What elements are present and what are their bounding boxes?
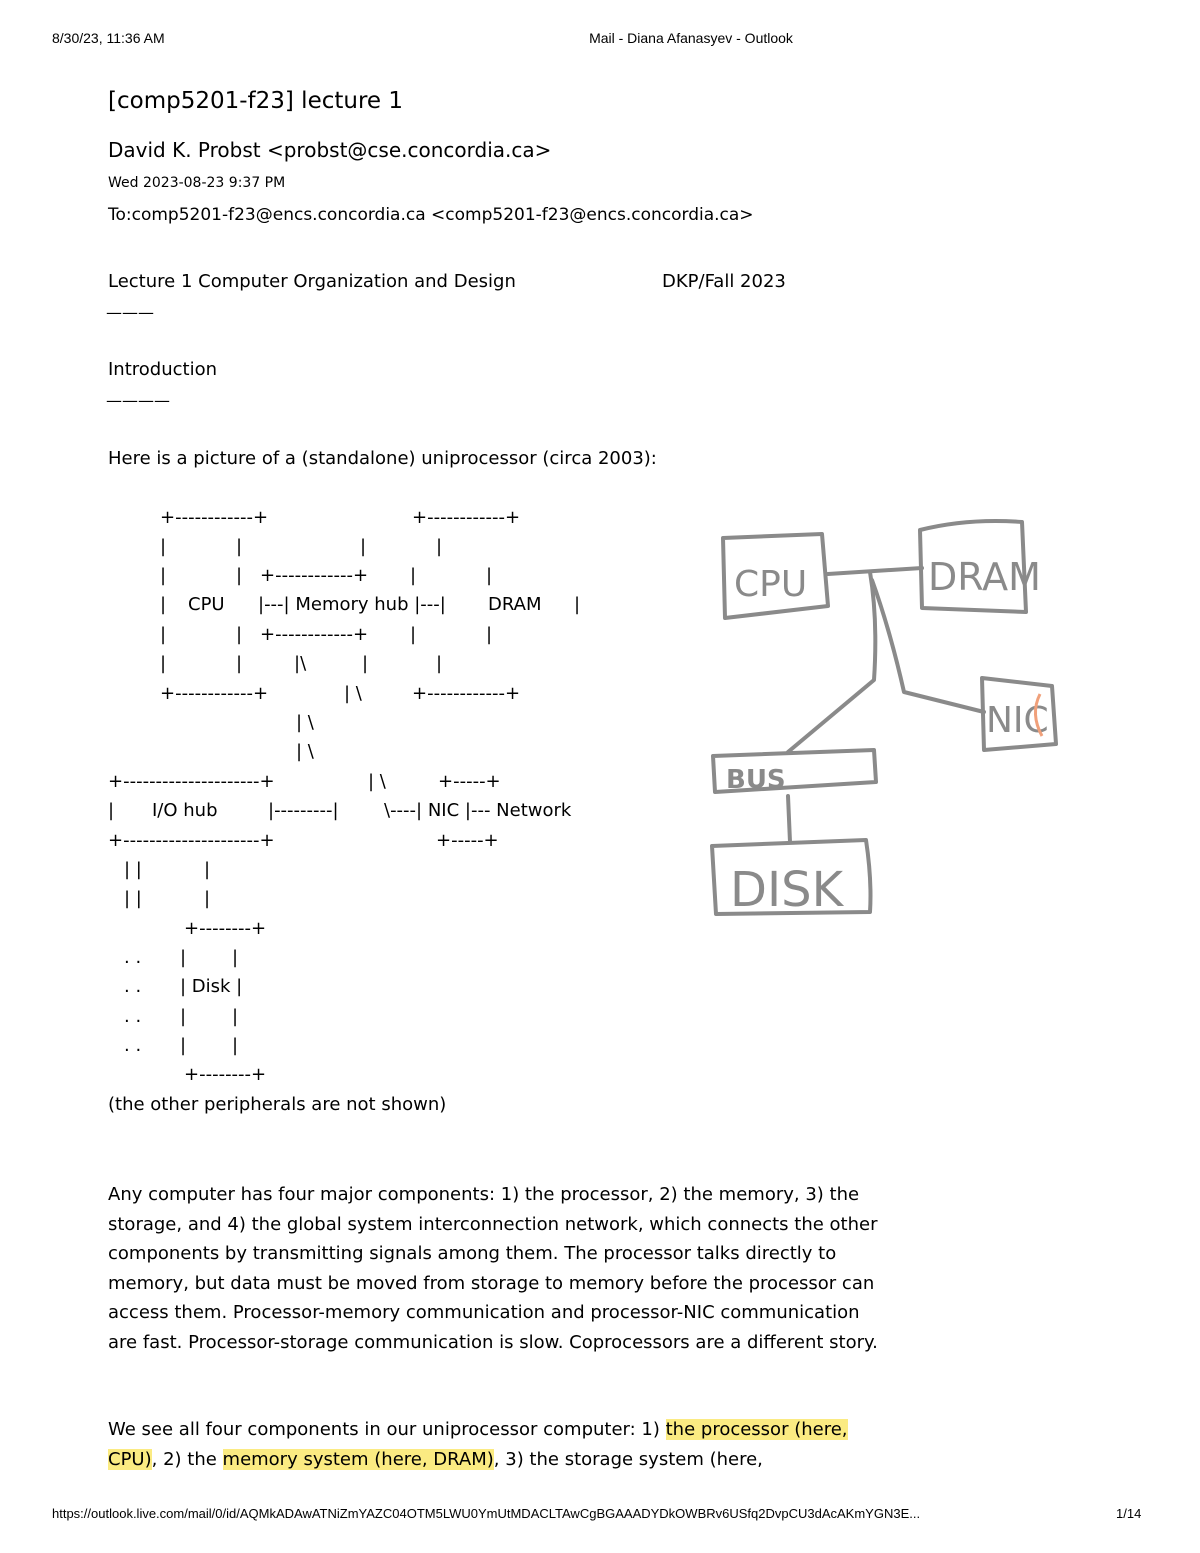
ascii-fragment: | xyxy=(236,565,243,586)
ascii-fragment: | xyxy=(160,565,167,586)
ascii-fragment: | Disk | xyxy=(180,976,243,997)
ascii-fragment: +-----+ xyxy=(436,830,499,851)
ascii-fragment: | xyxy=(108,800,115,821)
divider: ———— xyxy=(106,391,170,410)
ascii-fragment: | xyxy=(486,565,493,586)
ascii-fragment: | xyxy=(410,624,417,645)
paragraph-four-components xyxy=(108,1415,888,1474)
ascii-fragment: I/O hub xyxy=(152,800,218,821)
ascii-fragment: | xyxy=(360,536,367,557)
intro-sentence: Here is a picture of a (standalone) uniprocessor (circa 2003): xyxy=(108,448,657,469)
page-number: 1/14 xyxy=(1116,1506,1142,1521)
ascii-fragment: | xyxy=(232,1035,239,1056)
lecture-title: Lecture 1 Computer Organization and Design xyxy=(108,271,516,292)
ascii-fragment: |---| Memory hub |---| xyxy=(258,594,446,615)
ascii-fragment: +------------+ xyxy=(260,624,369,645)
email-subject: [comp5201-f23] lecture 1 xyxy=(108,88,404,114)
ascii-fragment: +------------+ xyxy=(412,683,521,704)
paragraph-text: , 2) the xyxy=(151,1448,223,1470)
ascii-fragment: | \ xyxy=(368,771,386,792)
ascii-fragment: | \ xyxy=(344,683,362,704)
ascii-fragment: | xyxy=(232,1006,239,1027)
ascii-fragment: | xyxy=(180,1035,187,1056)
paragraph-text: , 3) the storage system (here, xyxy=(493,1448,763,1470)
ascii-fragment: | xyxy=(160,624,167,645)
ascii-fragment: | xyxy=(236,653,243,674)
ascii-fragment: | xyxy=(160,653,167,674)
ascii-fragment: | | xyxy=(124,888,142,909)
cpu-label: CPU xyxy=(734,564,808,605)
ascii-fragment: |\ xyxy=(294,653,307,674)
highlighted-text: the processor (here, CPU) xyxy=(108,1419,848,1470)
disk-label: DISK xyxy=(730,862,844,918)
ascii-fragment: | xyxy=(180,947,187,968)
highlighted-text: memory system (here, DRAM) xyxy=(222,1448,494,1470)
ascii-fragment: . . xyxy=(124,976,142,997)
ascii-fragment: | \ xyxy=(296,741,314,762)
paragraph-text: We see all four components in our uniprocessor computer: 1) xyxy=(108,1419,666,1440)
ascii-fragment: | xyxy=(204,859,211,880)
email-sender[interactable]: David K. Probst <probst@cse.concordia.ca> xyxy=(108,138,552,162)
ascii-fragment: | xyxy=(362,653,369,674)
ascii-fragment: | xyxy=(236,624,243,645)
ascii-fragment: | xyxy=(486,624,493,645)
ascii-fragment: | xyxy=(574,594,581,615)
ascii-fragment: +------------+ xyxy=(412,507,521,528)
ascii-fragment: +---------------------+ xyxy=(108,771,275,792)
ascii-fragment: |---------| xyxy=(268,800,339,821)
ascii-fragment: +-----+ xyxy=(438,771,501,792)
ascii-fragment: \----| NIC |--- Network xyxy=(384,800,572,821)
ascii-fragment: CPU xyxy=(188,594,225,615)
ascii-fragment: | \ xyxy=(296,712,314,733)
ascii-fragment: | xyxy=(160,594,167,615)
dram-label: DRAM xyxy=(928,555,1041,599)
paragraph-components: Any computer has four major components: 1) the processor, 2) the memory, 3) the storage, and 4) the global system interconnection network, which connects the other components by transmitting signals among them. The processor talks directly to memory, but data must be moved from storage to memory before the processor can access them. Processor-memory communication and processor-NIC communication are fast. Processor-storage communication is slow. Coprocessors are a different story. xyxy=(108,1184,878,1353)
ascii-fragment: | xyxy=(436,536,443,557)
ascii-fragment: | xyxy=(180,1006,187,1027)
ascii-fragment: +------------+ xyxy=(160,683,269,704)
ascii-fragment: +--------+ xyxy=(184,1064,267,1085)
ascii-fragment: | xyxy=(436,653,443,674)
email-date: Wed 2023-08-23 9:37 PM xyxy=(108,175,286,191)
ascii-fragment: | xyxy=(160,536,167,557)
hub-nic-link xyxy=(872,580,984,712)
bus-label: BUS xyxy=(726,765,786,795)
ascii-fragment: . . xyxy=(124,1006,142,1027)
course-term: DKP/Fall 2023 xyxy=(662,271,786,292)
print-url[interactable]: https://outlook.live.com/mail/0/id/AQMkADAwATNiZmYAZC04OTM5LWU0YmUtMDACLTAwCgBGAAADYDkOWBRv6USfq2DvpCU3dAcAKmYGN3E... xyxy=(52,1506,921,1521)
cpu-dram-link xyxy=(828,568,922,574)
ascii-fragment: +------------+ xyxy=(260,565,369,586)
diagram-caption: (the other peripherals are not shown) xyxy=(108,1094,447,1115)
ascii-fragment: +--------+ xyxy=(184,918,267,939)
print-title: Mail - Diana Afanasyev - Outlook xyxy=(589,30,793,46)
ascii-fragment: . . xyxy=(124,1035,142,1056)
ascii-fragment: | xyxy=(204,888,211,909)
ascii-fragment: | | xyxy=(124,859,142,880)
ascii-fragment: DRAM xyxy=(488,594,542,615)
ascii-fragment: +------------+ xyxy=(160,507,269,528)
ascii-fragment: | xyxy=(410,565,417,586)
ascii-fragment: . . xyxy=(124,947,142,968)
print-datetime: 8/30/23, 11:36 AM xyxy=(52,30,165,46)
section-heading: Introduction xyxy=(108,359,218,380)
ascii-fragment: +---------------------+ xyxy=(108,830,275,851)
ascii-fragment: | xyxy=(232,947,239,968)
email-recipients[interactable]: To:comp5201-f23@encs.concordia.ca <comp5201-f23@encs.concordia.ca> xyxy=(108,205,754,225)
divider: ——— xyxy=(106,303,154,322)
ascii-fragment: | xyxy=(236,536,243,557)
nic-label: NIC xyxy=(986,700,1049,741)
hand-drawn-diagram xyxy=(700,510,1070,930)
bus-disk-link xyxy=(788,796,790,842)
